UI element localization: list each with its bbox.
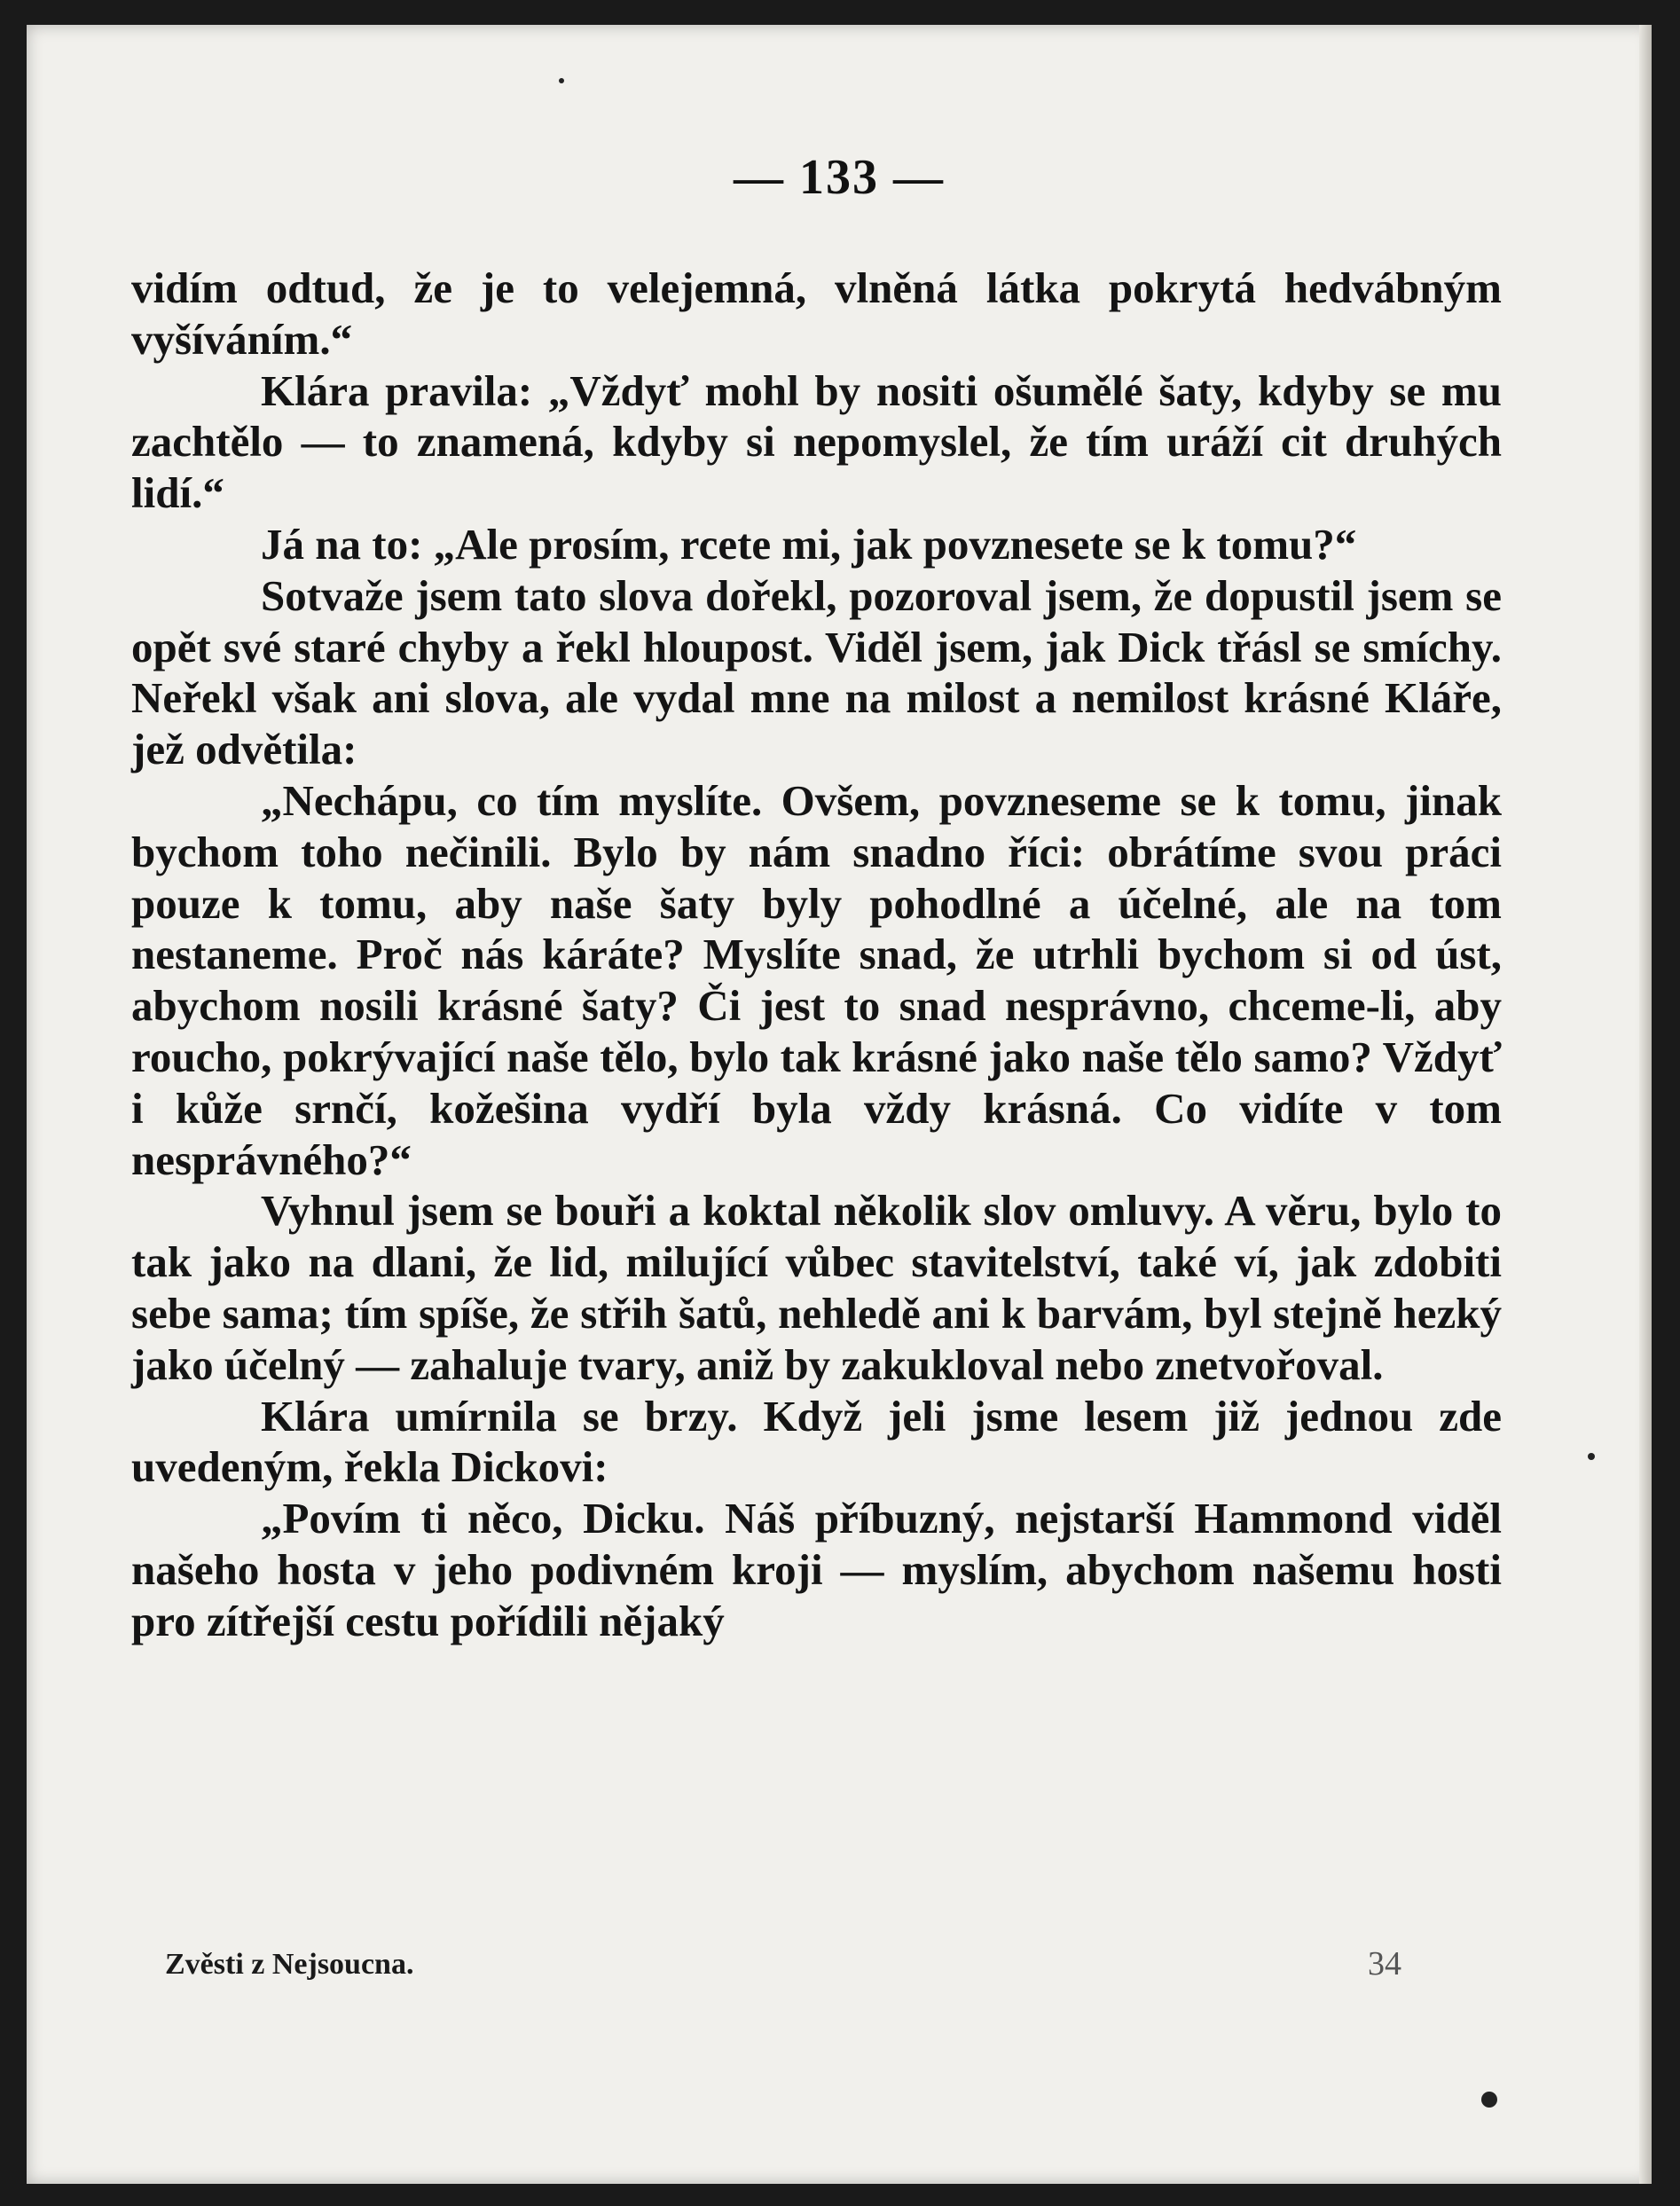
paragraph-2: Klára pravila: „Vždyť mohl by nositi ošumělé šaty, kdyby se mu zachtělo — to znamená, kdyby si nepomyslel, že tím uráží cit druhých lidí.“: [131, 365, 1502, 518]
paragraph-4: Sotvaže jsem tato slova dořekl, pozoroval jsem, že dopustil jsem se opět své staré chyby a řekl hloupost. Viděl jsem, jak Dick třásl se smíchy. Neřekl však ani slova, ale vydal mne na milost a nemilost krásné Kláře, jež odvětila:: [131, 570, 1502, 774]
paragraph-3: Já na to: „Ale prosím, rcete mi, jak povznesete se k tomu?“: [261, 519, 1357, 569]
page-number: — 133 —: [734, 150, 945, 205]
paragraph-8: „Povím ti něco, Dicku. Náš příbuzný, nejstarší Hammond viděl našeho hosta v jeho podivném kroji — myslím, abychom našemu hosti pro zítřejší cestu pořídili nějaký: [131, 1494, 1502, 1645]
paragraph-7: Klára umírnila se brzy. Když jeli jsme lesem již jednou zde uvedeným, řekla Dickovi:: [131, 1391, 1502, 1492]
page-edge-shadow: [1639, 25, 1652, 2184]
paragraph-6: Vyhnul jsem se bouři a koktal několik slov omluvy. A věru, bylo to tak jako na dlani, že lid, milující vůbec stavitelství, také ví, jak zdobiti sebe sama; tím spíše, že střih šatů, nehledě ani k barvám, byl stejně hezký jako účelný — zahaluje tvary, aniž by zakukloval nebo znetvořoval.: [131, 1186, 1502, 1389]
ink-speck: [1481, 2092, 1497, 2108]
paragraph-1: vidím odtud, že je to velejemná, vlněná látka pokrytá hedvábným vyšíváním.“: [131, 263, 1502, 364]
paragraph-5: „Nechápu, co tím myslíte. Ovšem, povzneseme se k tomu, jinak bychom toho nečinili. Bylo by nám snadno říci: obrátíme svou práci pouze k tomu, aby naše šaty byly pohodlné a účelné, ale na tom nestaneme. Proč nás káráte? Myslíte snad, že utrhli bychom si od úst, abychom nosili krásné šaty? Či jest to snad nesprávno, chceme-li, aby roucho, pokrývající naše tělo, bylo tak krásné jako naše tělo samo? Vždyť i kůže srnčí, kožešina vydří byla vždy krásná. Co vidíte v tom nesprávného?“: [131, 775, 1502, 1184]
signature-number: 34: [1368, 1945, 1401, 1982]
book-page: [27, 25, 1652, 2184]
body-text: [131, 263, 1502, 1647]
ink-speck: [559, 78, 564, 83]
signature-footer: Zvěsti z Nejsoucna.: [165, 1948, 414, 1981]
ink-speck: [1588, 1453, 1595, 1460]
